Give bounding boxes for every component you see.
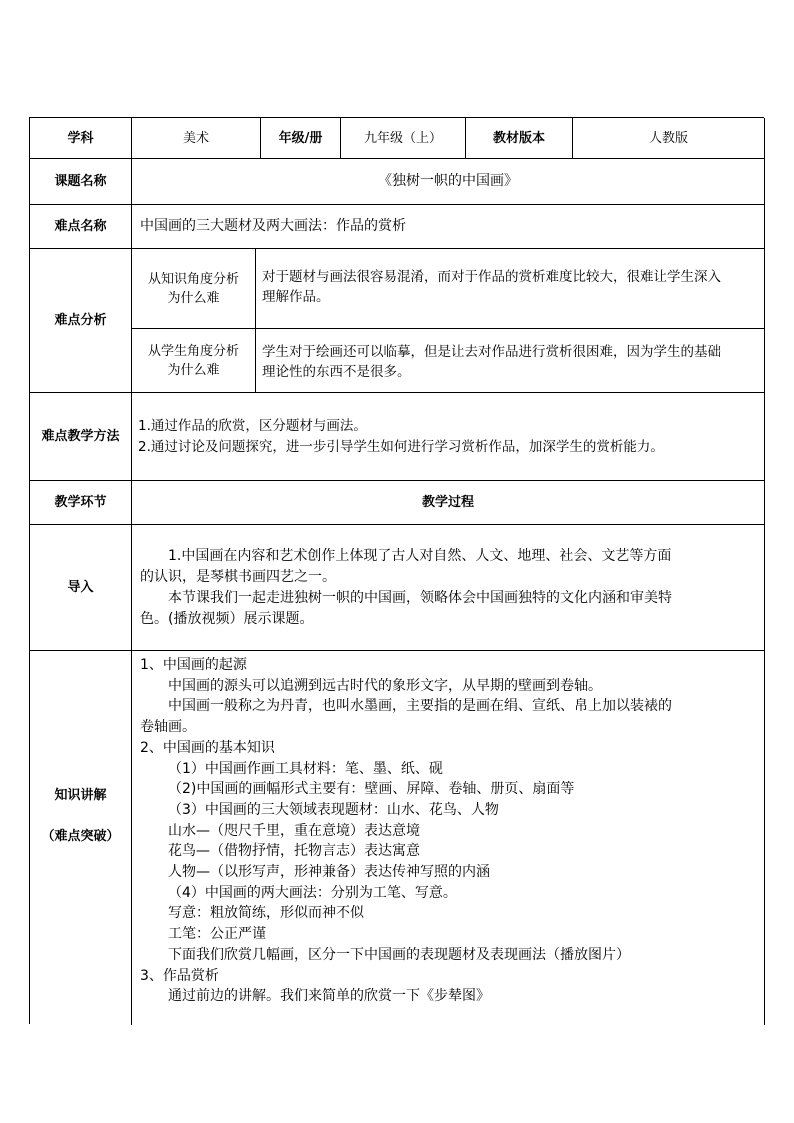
subject-value: 美术 — [132, 118, 261, 159]
knowledge-line: （3）中国画的三大领域表现题材：山水、花鸟、人物 — [168, 801, 499, 818]
stage-header: 教学环节 — [30, 481, 132, 525]
knowledge-line: （1）中国画作画工具材料：笔、墨、纸、砚 — [168, 760, 443, 777]
knowledge-line: （2)中国画的画幅形式主要有：壁画、屏障、卷轴、册页、扇面等 — [168, 781, 575, 798]
knowledge-label — [30, 651, 132, 1025]
knowledge-line: 通过前边的讲解。我们来简单的欣赏一下《步辇图》 — [168, 988, 490, 1005]
analysis-label: 难点分析 — [30, 249, 132, 393]
knowledge-line: 3、作品赏析 — [140, 967, 219, 984]
knowledge-line: 卷轴画。 — [140, 719, 196, 736]
edition-value: 人教版 — [573, 118, 765, 159]
lesson-title: 《独树一帜的中国画》 — [132, 159, 765, 205]
grade-value: 九年级（上） — [341, 118, 466, 159]
knowledge-line: （4）中国画的两大画法：分别为工笔、写意。 — [168, 884, 457, 901]
method-line2: 2.通过讨论及问题探究，进一步引导学生如何进行学习赏析作品，加深学生的赏析能力。 — [138, 439, 664, 455]
knowledge-line: 中国画一般称之为丹青，也叫水墨画，主要指的是画在绢、宣纸、帛上加以装裱的 — [168, 698, 672, 715]
knowledge-angle-label — [132, 249, 256, 329]
knowledge-line: 山水—（咫尺千里，重在意境）表达意境 — [168, 822, 420, 839]
knowledge-angle-text-line1: 对于题材与画法很容易混淆，而对于作品的赏析难度比较大，很难让学生深入 — [262, 269, 721, 285]
lesson-table — [29, 117, 764, 1024]
intro-line4: 色。(播放视频）展示课题。 — [140, 611, 314, 627]
intro-line3: 本节课我们一起走进独树一帜的中国画，领略体会中国画独特的文化内涵和审美特 — [168, 590, 672, 606]
lesson-label: 课题名称 — [30, 159, 132, 205]
method-label: 难点教学方法 — [30, 393, 132, 481]
intro-line2: 的认识，是琴棋书画四艺之一。 — [140, 569, 336, 585]
difficulty-value: 中国画的三大题材及两大画法：作品的赏析 — [132, 205, 765, 249]
student-angle-label-line2: 为什么难 — [167, 362, 220, 378]
intro-text — [132, 525, 765, 651]
knowledge-line: 花鸟—（借物抒情，托物言志）表达寓意 — [168, 843, 420, 860]
intro-label: 导入 — [30, 525, 132, 651]
knowledge-line: 人物—（以形写声，形神兼备）表达传神写照的内涵 — [168, 864, 490, 881]
knowledge-line: 中国画的源头可以追溯到远古时代的象形文字，从早期的壁画到卷轴。 — [168, 677, 602, 694]
student-angle-label-line1: 从学生角度分析 — [147, 343, 239, 359]
knowledge-text — [132, 651, 765, 1025]
knowledge-line: 下面我们欣赏几幅画，区分一下中国画的表现题材及表现画法（播放图片） — [168, 946, 630, 963]
grade-label: 年级/册 — [261, 118, 341, 159]
student-angle-label — [132, 329, 256, 393]
student-angle-text-line2: 理论性的东西不是很多。 — [262, 364, 411, 380]
method-text — [132, 393, 765, 481]
method-line1: 1.通过作品的欣赏，区分题材与画法。 — [138, 418, 367, 434]
knowledge-angle-label-line1: 从知识角度分析 — [147, 271, 239, 287]
knowledge-line: 写意：粗放简练，形似而神不似 — [168, 905, 364, 922]
knowledge-angle-label-line2: 为什么难 — [167, 290, 220, 306]
process-header: 教学过程 — [132, 481, 765, 525]
knowledge-line: 1、中国画的起源 — [140, 657, 247, 673]
edition-label: 教材版本 — [466, 118, 573, 159]
knowledge-line: 2、中国画的基本知识 — [140, 739, 275, 756]
knowledge-line: 工笔：公正严谨 — [168, 926, 266, 943]
knowledge-angle-text — [256, 249, 765, 329]
student-angle-text — [256, 329, 765, 393]
difficulty-label: 难点名称 — [30, 205, 132, 249]
intro-line1: 1.中国画在内容和艺术创作上体现了古人对自然、人文、地理、社会、文艺等方面 — [168, 548, 672, 564]
knowledge-label-line2: （难点突破） — [41, 829, 120, 844]
knowledge-angle-text-line2: 理解作品。 — [262, 289, 330, 305]
knowledge-label-line1: 知识讲解 — [54, 788, 107, 803]
student-angle-text-line1: 学生对于绘画还可以临摹，但是让去对作品进行赏析很困难，因为学生的基础 — [262, 344, 721, 360]
subject-label: 学科 — [30, 118, 132, 159]
